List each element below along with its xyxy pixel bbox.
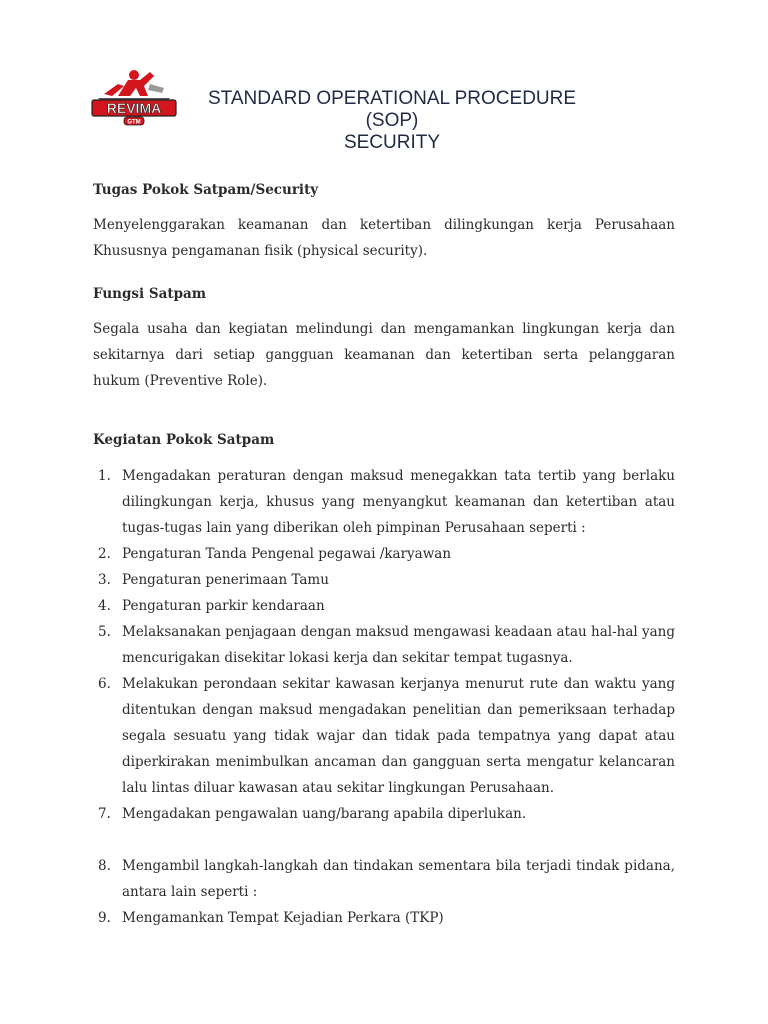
revima-logo bbox=[88, 66, 180, 130]
logo-subtext: GTM bbox=[127, 119, 141, 126]
list-item: 5. Melaksanakan penjagaan dengan maksud mengawasi keadaan atau hal-hal yang mencurigakan disekitar lokasi kerja dan sekitar tempat tugasnya. bbox=[98, 624, 675, 666]
title-line-1: STANDARD OPERATIONAL PROCEDURE bbox=[207, 88, 577, 109]
list-item: 8. Mengambil langkah-langkah dan tindakan sementara bila terjadi tindak pidana, antara lain seperti : bbox=[98, 858, 675, 900]
document-title bbox=[180, 88, 604, 154]
list-item: 1. Mengadakan peraturan dengan maksud menegakkan tata tertib yang berlaku dilingkungan kerja, khusus yang menyangkut keamanan dan ketertiban atau tugas-tugas lain yang diberikan oleh pimpinan Perusahaan seperti : bbox=[98, 468, 675, 536]
section-heading-fungsi: Fungsi Satpam bbox=[93, 286, 207, 302]
section-text-fungsi: Segala usaha dan kegiatan melindungi dan mengamankan lingkungan kerja dan sekitarnya dari setiap gangguan keamanan dan ketertiban serta pelanggaran hukum (Preventive Role). bbox=[93, 321, 675, 389]
list-item: 3. Pengaturan penerimaan Tamu bbox=[98, 572, 329, 588]
title-line-2: (SOP) bbox=[365, 110, 419, 131]
title-line-3: SECURITY bbox=[343, 132, 441, 153]
list-item: 2. Pengaturan Tanda Pengenal pegawai /karyawan bbox=[98, 546, 452, 562]
list-item: 7. Mengadakan pengawalan uang/barang apabila diperlukan. bbox=[98, 806, 527, 822]
list-item: 6. Melakukan perondaan sekitar kawasan kerjanya menurut rute dan waktu yang ditentukan dengan maksud mengadakan penelitian dan pemeriksaan terhadap segala sesuatu yang tidak wajar dan tidak pada tempatnya yang dapat atau diperkirakan menimbulkan ancaman dan gangguan serta mengatur kelancaran lalu lintas diluar kawasan atau sekitar lingkungan Perusahaan. bbox=[98, 676, 675, 796]
list-item: 9. Mengamankan Tempat Kejadian Perkara (TKP) bbox=[98, 910, 444, 926]
activity-list bbox=[93, 463, 675, 931]
section-heading-tugas: Tugas Pokok Satpam/Security bbox=[93, 182, 319, 198]
logo-text: REVIMA bbox=[106, 100, 162, 116]
section-heading-kegiatan: Kegiatan Pokok Satpam bbox=[93, 432, 275, 448]
list-item: 4. Pengaturan parkir kendaraan bbox=[98, 598, 325, 614]
section-text-tugas: Menyelenggarakan keamanan dan ketertiban dilingkungan kerja Perusahaan Khususnya pengamanan fisik (physical security). bbox=[93, 217, 675, 259]
logo-figure bbox=[98, 70, 170, 102]
